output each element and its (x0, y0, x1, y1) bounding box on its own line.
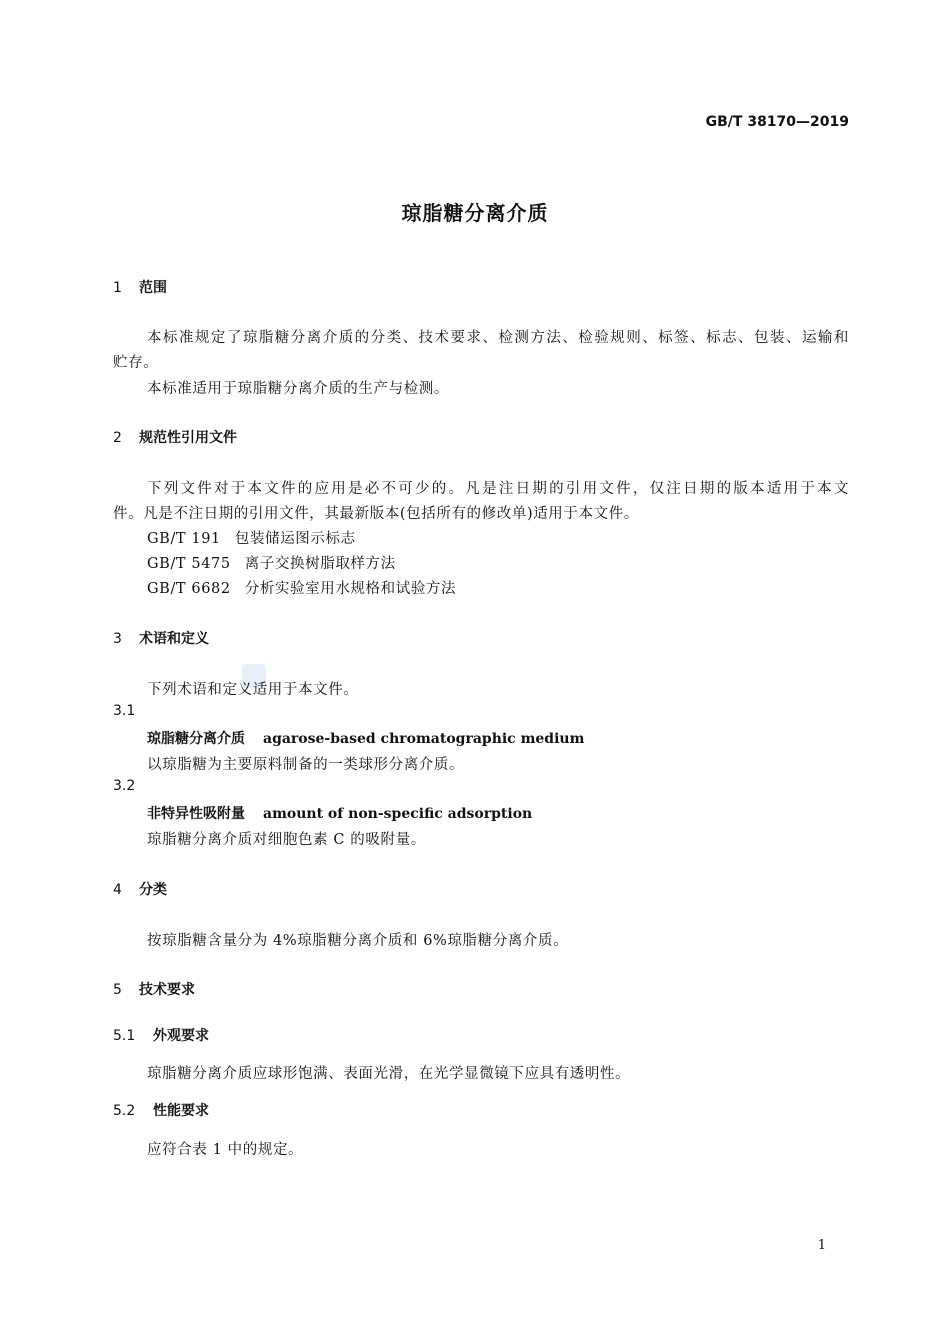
reference-code: GB/T 5475 (147, 556, 231, 572)
term-english: amount of non-specific adsorption (263, 806, 533, 822)
subsection-5-2-heading (113, 1100, 209, 1120)
reference-title: 分析实验室用水规格和试验方法 (244, 581, 457, 597)
section-number: 5 (113, 982, 122, 998)
term-definition: 以琼脂糖为主要原料制备的一类球形分离介质。 (147, 757, 465, 773)
reference-code: GB/T 6682 (147, 581, 231, 597)
term-heading (147, 728, 584, 748)
reference-item (147, 552, 396, 573)
section-title: 分类 (139, 882, 167, 898)
section-number: 2 (113, 430, 122, 446)
performance-requirement-text: 应符合表 1 中的规定。 (147, 1142, 304, 1158)
section-2-heading (113, 427, 237, 447)
term-english: agarose-based chromatographic medium (263, 731, 585, 747)
term-chinese: 非特异性吸附量 (147, 806, 245, 822)
standard-number: GB/T 38170—2019 (705, 114, 849, 130)
term-number: 3.1 (113, 703, 136, 719)
section-title: 术语和定义 (139, 631, 209, 647)
scope-paragraph-line-1: 本标准规定了琼脂糖分离介质的分类、技术要求、检测方法、检验规则、标签、标志、包装、运输和 (147, 330, 849, 346)
section-3-heading (113, 628, 209, 648)
reference-title: 离子交换树脂取样方法 (244, 556, 396, 572)
term-number: 3.2 (113, 778, 136, 794)
term-chinese: 琼脂糖分离介质 (147, 731, 245, 747)
classification-paragraph: 按琼脂糖含量分为 4%琼脂糖分离介质和 6%琼脂糖分离介质。 (147, 933, 569, 949)
section-1-heading (113, 277, 167, 297)
section-number: 4 (113, 882, 122, 898)
references-paragraph-line-2: 件。凡是不注日期的引用文件，其最新版本(包括所有的修改单)适用于本文件。 (113, 506, 639, 522)
reference-code: GB/T 191 (147, 531, 221, 547)
subsection-number: 5.2 (113, 1103, 136, 1119)
section-number: 1 (113, 280, 122, 296)
section-title: 范围 (139, 280, 167, 296)
reference-title: 包装储运图示标志 (234, 531, 356, 547)
section-title: 技术要求 (139, 982, 195, 998)
scope-paragraph-2: 本标准适用于琼脂糖分离介质的生产与检测。 (147, 381, 449, 397)
document-title: 琼脂糖分离介质 (401, 201, 549, 225)
reference-item (147, 577, 456, 598)
subsection-title: 性能要求 (153, 1103, 209, 1119)
subsection-title: 外观要求 (153, 1028, 209, 1044)
section-title: 规范性引用文件 (139, 430, 237, 446)
section-4-heading (113, 879, 167, 899)
term-definition: 琼脂糖分离介质对细胞色素 C 的吸附量。 (147, 832, 426, 848)
appearance-requirement-text: 琼脂糖分离介质应球形饱满、表面光滑，在光学显微镜下应具有透明性。 (147, 1066, 631, 1082)
page-number: 1 (817, 1238, 826, 1253)
section-number: 3 (113, 631, 122, 647)
term-heading (147, 803, 532, 823)
subsection-number: 5.1 (113, 1028, 136, 1044)
reference-item (147, 527, 356, 548)
terms-intro: 下列术语和定义适用于本文件。 (147, 682, 359, 698)
section-5-heading (113, 979, 195, 999)
scope-paragraph-line-2: 贮存。 (113, 355, 159, 371)
references-paragraph-line-1: 下列文件对于本文件的应用是必不可少的。凡是注日期的引用文件，仅注日期的版本适用于本文 (147, 481, 849, 497)
subsection-5-1-heading (113, 1025, 209, 1045)
